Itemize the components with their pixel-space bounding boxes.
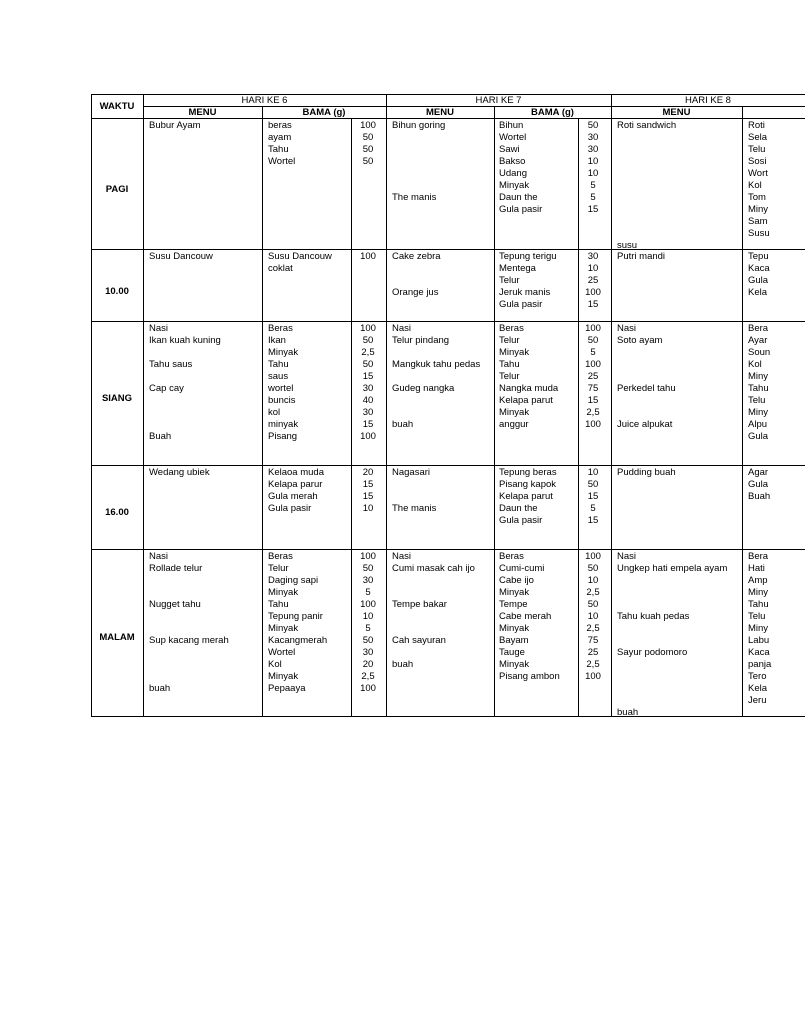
ingredient-qty: 50 [587, 479, 599, 490]
ingredient-name: Pisang ambon [499, 671, 560, 682]
ingredient-name: Cabe ijo [499, 575, 534, 586]
menu-item: Ungkep hati empela ayam [617, 563, 728, 574]
ingredient-name: Kela [748, 683, 768, 694]
ingredient-name: coklat [268, 263, 293, 274]
ingredient-name: Miny [748, 623, 769, 634]
ingredient-name: Kol [748, 359, 762, 370]
menu-item: Nasi [392, 323, 412, 334]
ingredient-name: Tahu [268, 359, 289, 370]
ingredient-qty: 50 [362, 144, 374, 155]
column-divider [742, 118, 743, 717]
ingredient-name: Miny [748, 371, 769, 382]
ingredient-name: Gula [748, 275, 769, 286]
ingredient-qty: 100 [360, 599, 376, 610]
row-divider [91, 249, 805, 250]
ingredient-qty: 30 [587, 132, 599, 143]
ingredient-qty: 10 [587, 263, 599, 274]
ingredient-name: Kelapa parur [268, 479, 323, 490]
ingredient-qty: 100 [360, 683, 376, 694]
menu-item: Nugget tahu [149, 599, 201, 610]
column-divider [494, 106, 495, 118]
waktu-label: 16.00 [105, 507, 129, 518]
ingredient-name: Telur [499, 335, 520, 346]
menu-item: Nagasari [392, 467, 431, 478]
ingredient-name: Tepung panir [268, 611, 323, 622]
ingredient-name: Kelaoa muda [268, 467, 324, 478]
ingredient-name: Minyak [499, 587, 530, 598]
menu-item: Perkedel tahu [617, 383, 676, 394]
ingredient-qty: 40 [362, 395, 374, 406]
menu-item: Cah sayuran [392, 635, 446, 646]
ingredient-qty: 2,5 [586, 623, 600, 634]
menu-item: Nasi [149, 551, 169, 562]
ingredient-name: Gula merah [268, 491, 318, 502]
ingredient-name: panja [748, 659, 772, 670]
ingredient-qty: 15 [362, 371, 374, 382]
waktu-label: MALAM [99, 632, 135, 643]
ingredient-qty: 100 [360, 431, 376, 442]
ingredient-qty: 2,5 [586, 659, 600, 670]
ingredient-name: Jeruk manis [499, 287, 551, 298]
menu-item: Bubur Ayam [149, 120, 201, 131]
menu-item: Buah [149, 431, 172, 442]
ingredient-qty: 20 [362, 659, 374, 670]
ingredient-qty: 15 [587, 515, 599, 526]
ingredient-qty: 100 [360, 323, 376, 334]
ingredient-qty: 15 [587, 395, 599, 406]
ingredient-name: Gula pasir [268, 503, 312, 514]
ingredient-name: Minyak [268, 587, 299, 598]
column-divider [386, 94, 387, 717]
ingredient-name: Gula [748, 431, 769, 442]
ingredient-name: Daging sapi [268, 575, 319, 586]
ingredient-name: Tahu [268, 144, 289, 155]
ingredient-qty: 30 [587, 144, 599, 155]
ingredient-name: Tepu [748, 251, 769, 262]
ingredient-qty: 50 [362, 335, 374, 346]
ingredient-name: Nangka muda [499, 383, 559, 394]
ingredient-qty: 100 [360, 551, 376, 562]
ingredient-name: Sam [748, 216, 768, 227]
ingredient-name: Pisang [268, 431, 298, 442]
menu-item: Sayur podomoro [617, 647, 688, 658]
table-border-top [91, 94, 805, 95]
ingredient-name: Gula pasir [499, 299, 543, 310]
ingredient-name: Jeru [748, 695, 767, 706]
ingredient-name: Minyak [499, 180, 530, 191]
ingredient-qty: 30 [362, 647, 374, 658]
ingredient-name: Ayar [748, 335, 768, 346]
ingredient-qty: 50 [362, 156, 374, 167]
ingredient-name: Sela [748, 132, 768, 143]
ingredient-name: Telu [748, 611, 766, 622]
ingredient-qty: 30 [362, 575, 374, 586]
ingredient-name: Udang [499, 168, 527, 179]
ingredient-qty: 15 [362, 491, 374, 502]
ingredient-qty: 25 [587, 371, 599, 382]
menu-item: buah [392, 659, 414, 670]
ingredient-name: Tempe [499, 599, 528, 610]
ingredient-name: Susu [748, 228, 770, 239]
ingredient-name: Kelapa parut [499, 491, 553, 502]
ingredient-name: ayam [268, 132, 292, 143]
waktu-label: SIANG [101, 393, 133, 404]
ingredient-qty: 100 [585, 323, 601, 334]
column-divider [578, 118, 579, 717]
ingredient-qty: 15 [587, 491, 599, 502]
ingredient-qty: 15 [362, 419, 374, 430]
ingredient-qty: 10 [362, 611, 374, 622]
menu-item: Cap cay [149, 383, 184, 394]
ingredient-qty: 25 [587, 647, 599, 658]
ingredient-name: Telu [748, 144, 766, 155]
ingredient-name: Amp [748, 575, 768, 586]
ingredient-name: Tahu [748, 599, 769, 610]
ingredient-name: Gula pasir [499, 515, 543, 526]
ingredient-name: Wortel [268, 647, 296, 658]
ingredient-name: Cabe merah [499, 611, 552, 622]
ingredient-name: Telur [268, 563, 289, 574]
ingredient-qty: 50 [587, 335, 599, 346]
ingredient-qty: 50 [587, 563, 599, 574]
ingredient-qty: 10 [587, 467, 599, 478]
menu-item: Soto ayam [617, 335, 663, 346]
menu-item: Telur pindang [392, 335, 450, 346]
ingredient-name: Cumi-cumi [499, 563, 545, 574]
ingredient-qty: 10 [362, 503, 374, 514]
menu-item: Juice alpukat [617, 419, 673, 430]
menu-item: Nasi [392, 551, 412, 562]
ingredient-qty: 5 [365, 623, 371, 634]
column-divider [262, 106, 263, 118]
ingredient-qty: 15 [587, 204, 599, 215]
menu-item: Rollade telur [149, 563, 203, 574]
ingredient-qty: 100 [585, 287, 601, 298]
ingredient-name: Tepung terigu [499, 251, 557, 262]
ingredient-qty: 30 [587, 251, 599, 262]
ingredient-qty: 5 [590, 180, 596, 191]
ingredient-name: anggur [499, 419, 529, 430]
ingredient-name: Kelapa parut [499, 395, 553, 406]
ingredient-name: Labu [748, 635, 770, 646]
waktu-label: 10.00 [105, 286, 129, 297]
menu-item: Roti sandwich [617, 120, 677, 131]
ingredient-name: Gula [748, 479, 769, 490]
ingredient-name: Miny [748, 407, 769, 418]
ingredient-qty: 100 [585, 671, 601, 682]
ingredient-name: Agar [748, 467, 769, 478]
ingredient-name: Minyak [499, 659, 530, 670]
ingredient-name: Beras [499, 551, 524, 562]
ingredient-name: Wortel [268, 156, 296, 167]
ingredient-qty: 10 [587, 575, 599, 586]
menu-header-7: MENU [426, 107, 454, 118]
menu-item: Wedang ubiek [149, 467, 210, 478]
menu-header-8: MENU [662, 107, 691, 118]
menu-item: buah [392, 419, 414, 430]
column-divider [611, 94, 612, 717]
ingredient-name: Bera [748, 551, 769, 562]
ingredient-name: Minyak [268, 623, 299, 634]
ingredient-name: Hati [748, 563, 765, 574]
ingredient-name: Miny [748, 587, 769, 598]
ingredient-qty: 15 [362, 479, 374, 490]
ingredient-qty: 30 [362, 407, 374, 418]
ingredient-name: Miny [748, 204, 769, 215]
ingredient-qty: 25 [587, 275, 599, 286]
ingredient-name: Bayam [499, 635, 529, 646]
ingredient-qty: 100 [585, 359, 601, 370]
menu-item: Sup kacang merah [149, 635, 229, 646]
ingredient-qty: 5 [590, 503, 596, 514]
ingredient-name: Soun [748, 347, 771, 358]
ingredient-name: Tepung beras [499, 467, 557, 478]
ingredient-qty: 75 [587, 383, 599, 394]
ingredient-qty: 2,5 [586, 587, 600, 598]
menu-item: Gudeg nangka [392, 383, 455, 394]
row-divider [91, 321, 805, 322]
column-divider [494, 118, 495, 717]
ingredient-name: Beras [499, 323, 524, 334]
ingredient-name: Telu [748, 395, 766, 406]
day-title-6: HARI KE 6 [241, 95, 288, 106]
ingredient-qty: 15 [587, 299, 599, 310]
ingredient-qty: 50 [362, 359, 374, 370]
column-divider [742, 106, 743, 118]
ingredient-name: Sosi [748, 156, 767, 167]
ingredient-name: Minyak [268, 671, 299, 682]
ingredient-name: Sawi [499, 144, 520, 155]
column-divider [91, 94, 92, 717]
menu-item: Orange jus [392, 287, 439, 298]
ingredient-qty: 10 [587, 611, 599, 622]
ingredient-name: Alpu [748, 419, 768, 430]
ingredient-name: Wort [748, 168, 768, 179]
header-divider [143, 106, 805, 107]
bama-header-6: BAMA (g) [302, 107, 346, 118]
ingredient-name: Telur [499, 371, 520, 382]
ingredient-name: Tahu [499, 359, 520, 370]
ingredient-name: beras [268, 120, 292, 131]
menu-item: Tempe bakar [392, 599, 447, 610]
ingredient-name: Bihun [499, 120, 524, 131]
menu-item: buah [617, 707, 639, 718]
ingredient-name: Tero [748, 671, 767, 682]
ingredient-name: Kaca [748, 647, 770, 658]
menu-item: Pudding buah [617, 467, 676, 478]
ingredient-name: Kol [748, 180, 762, 191]
waktu-label: PAGI [105, 184, 129, 195]
ingredient-qty: 20 [362, 467, 374, 478]
ingredient-name: Gula pasir [499, 204, 543, 215]
ingredient-name: minyak [268, 419, 299, 430]
ingredient-qty: 100 [585, 551, 601, 562]
ingredient-qty: 50 [362, 563, 374, 574]
menu-item: Tahu kuah pedas [617, 611, 690, 622]
ingredient-qty: 2,5 [361, 347, 375, 358]
column-divider [262, 118, 263, 717]
ingredient-qty: 5 [590, 192, 596, 203]
ingredient-name: Tom [748, 192, 766, 203]
ingredient-name: Buah [748, 491, 771, 502]
ingredient-qty: 50 [587, 120, 599, 131]
ingredient-name: Tahu [268, 599, 289, 610]
ingredient-name: wortel [268, 383, 294, 394]
row-divider [91, 465, 805, 466]
ingredient-name: Daun the [499, 503, 538, 514]
ingredient-qty: 2,5 [361, 671, 375, 682]
menu-item: The manis [392, 192, 437, 203]
ingredient-name: Minyak [499, 623, 530, 634]
ingredient-name: Minyak [499, 407, 530, 418]
ingredient-qty: 5 [590, 347, 596, 358]
ingredient-name: Wortel [499, 132, 527, 143]
menu-item: Cumi masak cah ijo [392, 563, 475, 574]
ingredient-qty: 50 [362, 132, 374, 143]
header-bottom-line [91, 118, 805, 119]
menu-item: susu [617, 240, 638, 251]
menu-item: Ikan kuah kuning [149, 335, 221, 346]
ingredient-name: Kol [268, 659, 282, 670]
menu-item: Nasi [149, 323, 169, 334]
ingredient-qty: 10 [587, 156, 599, 167]
ingredient-name: buncis [268, 395, 296, 406]
ingredient-qty: 50 [587, 599, 599, 610]
ingredient-name: Susu Dancouw [268, 251, 332, 262]
ingredient-name: Beras [268, 323, 293, 334]
ingredient-name: Daun the [499, 192, 538, 203]
menu-item: Putri mandi [617, 251, 666, 262]
menu-item: Nasi [617, 323, 637, 334]
row-divider [91, 716, 805, 717]
menu-item: Tahu saus [149, 359, 193, 370]
ingredient-name: saus [268, 371, 289, 382]
menu-item: Mangkuk tahu pedas [392, 359, 481, 370]
menu-item: Bihun goring [392, 120, 446, 131]
row-divider [91, 549, 805, 550]
day-title-7: HARI KE 7 [475, 95, 522, 106]
ingredient-name: Bera [748, 323, 769, 334]
ingredient-name: Minyak [499, 347, 530, 358]
ingredient-qty: 100 [360, 251, 376, 262]
day-title-8: HARI KE 8 [685, 95, 731, 106]
ingredient-qty: 10 [587, 168, 599, 179]
ingredient-name: Pisang kapok [499, 479, 557, 490]
waktu-header: WAKTU [99, 101, 135, 112]
ingredient-name: Bakso [499, 156, 526, 167]
ingredient-qty: 50 [362, 635, 374, 646]
ingredient-name: Kela [748, 287, 768, 298]
ingredient-name: kol [268, 407, 281, 418]
menu-header-6: MENU [188, 107, 217, 118]
ingredient-qty: 75 [587, 635, 599, 646]
ingredient-qty: 100 [585, 419, 601, 430]
ingredient-qty: 30 [362, 383, 374, 394]
menu-item: Susu Dancouw [149, 251, 213, 262]
menu-item: Nasi [617, 551, 637, 562]
ingredient-name: Mentega [499, 263, 536, 274]
ingredient-name: Telur [499, 275, 520, 286]
ingredient-name: Kaca [748, 263, 770, 274]
ingredient-name: Beras [268, 551, 293, 562]
menu-item: The manis [392, 503, 437, 514]
ingredient-name: Roti [748, 120, 765, 131]
bama-header-7: BAMA (g) [531, 107, 574, 118]
ingredient-name: Minyak [268, 347, 299, 358]
ingredient-name: Kacangmerah [268, 635, 328, 646]
ingredient-qty: 100 [360, 120, 376, 131]
ingredient-name: Ikan [268, 335, 286, 346]
ingredient-name: Tauge [499, 647, 525, 658]
ingredient-qty: 5 [365, 587, 371, 598]
ingredient-qty: 2,5 [586, 407, 600, 418]
menu-item: Cake zebra [392, 251, 441, 262]
menu-item: buah [149, 683, 171, 694]
ingredient-name: Tahu [748, 383, 769, 394]
column-divider [143, 94, 144, 717]
column-divider [351, 118, 352, 717]
ingredient-name: Pepaaya [268, 683, 306, 694]
